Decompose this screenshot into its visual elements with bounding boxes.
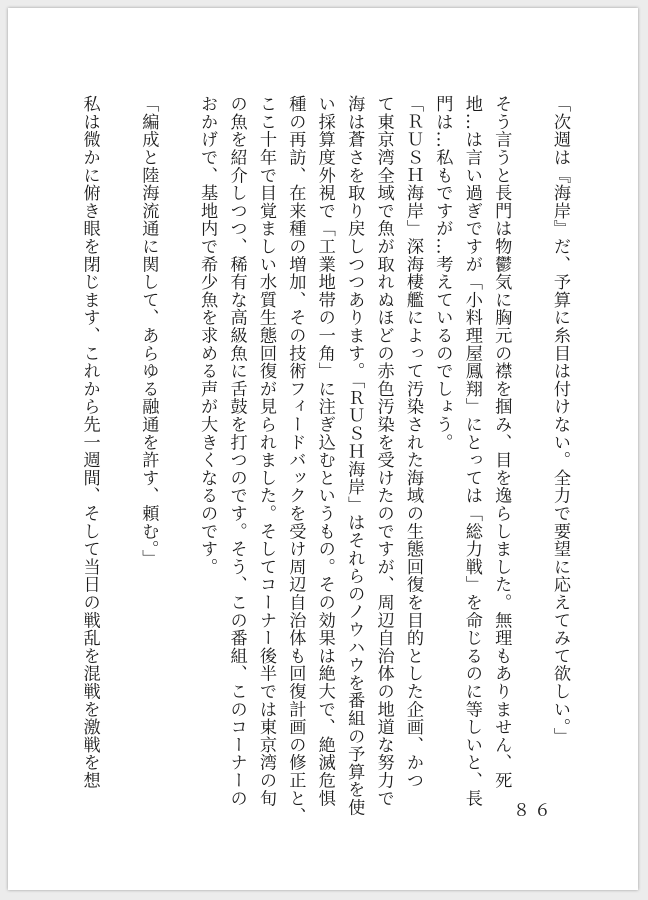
book-page bbox=[8, 8, 638, 890]
text-line: 地…は言い過ぎですが「小料理屋鳳翔」にとっては「総力戦」を命じるのに等しいと、長 bbox=[461, 95, 482, 807]
text-line: 「次週は『海岸』だ、予算に糸目は付けない。全力で要望に応えてみて欲しい。」 bbox=[550, 95, 570, 745]
text-line: の魚を紹介しつつ、稀有な高級魚に舌鼓を打つのです。そう、この番組、このコーナーの bbox=[226, 95, 247, 807]
text-line: い採算度外視で「工業地帯の一角」に注ぎ込むというもの。その効果は絶大で、絶滅危惧 bbox=[314, 95, 335, 807]
text-line: おかげで、基地内で希少魚を求める声が大きくなるのです。 bbox=[197, 95, 218, 576]
page-number: ８６ bbox=[513, 801, 555, 821]
text-line: 海は蒼さを取り戻しつつあります。「ＲＵＳＨ海岸」はそれらのノウハウを番組の予算を使 bbox=[344, 95, 365, 817]
text-line: 「編成と陸海流通に関して、あらゆる融通を許す、頼む。」 bbox=[138, 95, 159, 567]
blank-line bbox=[515, 95, 544, 795]
blank-line bbox=[104, 95, 133, 795]
text-line: そう言うと長門は物鬱気に胸元の襟を掴み、目を逸らしました。無理もありません、死 bbox=[491, 95, 512, 790]
blank-line bbox=[162, 95, 191, 795]
text-line: て東京湾全域で魚が取れぬほどの赤色汚染を受けたのですが、周辺自治体の地道な努力で bbox=[373, 95, 394, 807]
text-line: 「ＲＵＳＨ海岸」深海棲艦によって汚染された海域の生態回復を目的とした企画、かつ bbox=[402, 95, 423, 790]
text-line: 門は…私もですが…考えているのでしょう。 bbox=[432, 95, 453, 451]
text-line: 種の再訪、在来種の増加、その技術フィードバックを受け周辺自治体も回復計画の修正と、 bbox=[285, 95, 306, 825]
text-line: ここ十年で目覚ましい水質生態回復が見られました。そしてコーナー後半では東京湾の旬 bbox=[255, 95, 276, 807]
text-line: 私は微かに俯き眼を閉じます、これから先一週間、そして当日の戦乱を混戦を激戦を想 bbox=[79, 95, 100, 790]
